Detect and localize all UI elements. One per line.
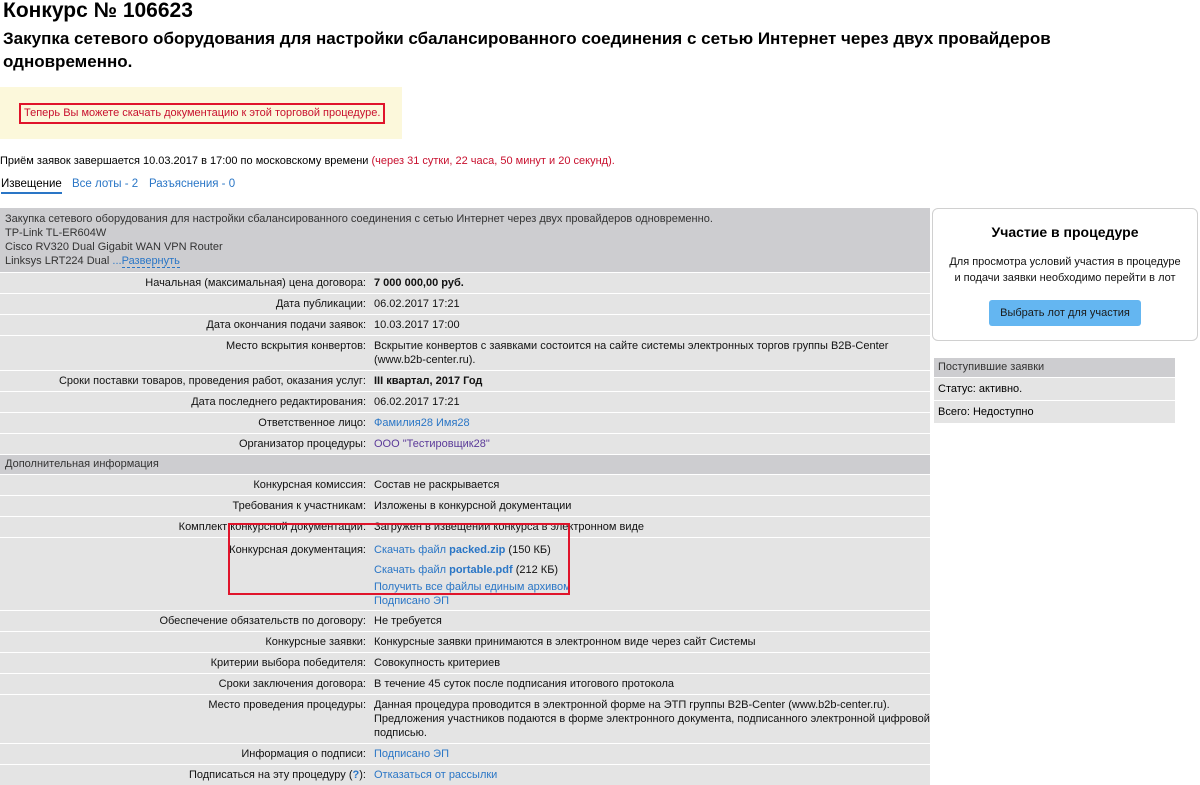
- subscribe-label-start: Подписаться на эту процедуру (: [188, 769, 353, 781]
- description-line: Cisco RV320 Dual Gigabit WAN VPN Router: [5, 241, 223, 253]
- tab-notice[interactable]: Извещение: [1, 178, 62, 194]
- table-row: [0, 673, 930, 694]
- row-label: Информация о подписи:: [241, 748, 366, 760]
- row-label: Конкурсная комиссия:: [253, 479, 366, 491]
- row-label: Начальная (максимальная) цена договора:: [145, 277, 366, 289]
- subscribe-label-end: ):: [359, 769, 366, 781]
- row-label: Место проведения процедуры:: [208, 699, 366, 711]
- notice-text: Теперь Вы можете скачать документацию к этой торговой процедуре.: [19, 103, 385, 124]
- deadline-remaining: (через 31 сутки, 22 часа, 50 минут и 20 секунд): [371, 155, 612, 167]
- row-label: Конкурсная документация:: [229, 544, 366, 556]
- description-line: [5, 254, 925, 268]
- description-line: TP-Link TL-ER604W: [5, 227, 107, 239]
- row-value: Данная процедура проводится в электронной форме на ЭТП группы B2B-Center (www.b2b-center.ru). Предложения участников подаются в форме электронного документа, подписанного электронной цифровой подписью.: [374, 699, 930, 739]
- row-label: Критерии выбора победителя:: [210, 657, 366, 669]
- notice-box: [0, 87, 402, 139]
- download-prefix: Скачать файл: [374, 544, 447, 556]
- deadline-dot: .: [611, 155, 615, 167]
- applications-title: Поступившие заявки: [934, 358, 1175, 377]
- row-value: В течение 45 суток после подписания итогового протокола: [374, 678, 675, 690]
- row-value: Конкурсные заявки принимаются в электронном виде через сайт Системы: [374, 636, 756, 648]
- page-title: Конкурс № 106623: [3, 0, 193, 22]
- applications-total: Всего: Недоступно: [934, 400, 1175, 423]
- row-label: Дата публикации:: [275, 298, 366, 310]
- row-value: 10.03.2017 17:00: [374, 319, 460, 331]
- responsible-person-link[interactable]: Фамилия28 Имя28: [374, 417, 470, 429]
- page-subtitle: Закупка сетевого оборудования для настройки сбалансированного соединения с сетью Интернет через двух провайдеров одновременно.: [3, 29, 1051, 71]
- description-line: Закупка сетевого оборудования для настройки сбалансированного соединения с сетью Интернет через двух провайдеров одновременно.: [5, 213, 713, 225]
- row-label: Конкурсные заявки:: [265, 636, 366, 648]
- row-label: Обеспечение обязательств по договору:: [159, 615, 366, 627]
- deadline-info: [0, 155, 615, 167]
- delivery-terms-value: III квартал, 2017 Год: [374, 375, 483, 387]
- applications-panel: [934, 358, 1175, 423]
- participation-title: Участие в процедуре: [991, 224, 1139, 240]
- row-value: Совокупность критериев: [374, 657, 501, 669]
- file-size: (150 КБ): [508, 544, 551, 556]
- expand-link[interactable]: Развернуть: [121, 255, 180, 267]
- organizer-link[interactable]: ООО "Тестировщик28": [374, 438, 490, 450]
- row-value: Изложены в конкурсной документации: [374, 500, 572, 512]
- row-value: Не требуется: [374, 615, 442, 627]
- row-value: 06.02.2017 17:21: [374, 298, 460, 310]
- table-row: [0, 764, 930, 785]
- file-name: portable.pdf: [449, 564, 513, 576]
- row-value: Состав не раскрывается: [374, 479, 500, 491]
- table-row: [0, 652, 930, 673]
- table-row: [0, 272, 930, 293]
- row-value: Вскрытие конвертов с заявками состоится на сайте системы электронных торгов группы B2B-Center (www.b2b-center.ru).: [374, 340, 889, 366]
- procedure-description: [0, 208, 930, 272]
- row-label: Сроки поставки товаров, проведения работ, оказания услуг:: [58, 375, 366, 387]
- row-label: Комплект конкурсной документации:: [178, 521, 366, 533]
- row-label: Дата последнего редактирования:: [191, 396, 366, 408]
- file-size: (212 КБ): [515, 564, 559, 576]
- file-name: packed.zip: [449, 544, 506, 556]
- applications-status: Статус: активно.: [934, 377, 1175, 400]
- signature-info-link[interactable]: Подписано ЭП: [374, 748, 449, 760]
- documentation-highlight: [228, 523, 570, 595]
- description-last-line: Linksys LRT224 Dual: [5, 255, 110, 267]
- tab-all-lots[interactable]: Все лоты - 2: [72, 178, 139, 190]
- signed-link[interactable]: Подписано ЭП: [374, 595, 449, 607]
- table-row: [0, 314, 930, 335]
- tab-clarifications[interactable]: Разъяснения - 0: [149, 178, 236, 190]
- participation-card: [932, 208, 1198, 341]
- table-row: [0, 293, 930, 314]
- row-value: 06.02.2017 17:21: [374, 396, 460, 408]
- row-label: Дата окончания подачи заявок:: [206, 319, 366, 331]
- unsubscribe-link[interactable]: Отказаться от рассылки: [374, 769, 498, 781]
- table-row: [0, 610, 930, 631]
- subscribe-label: [0, 765, 370, 785]
- row-label: Требования к участникам:: [232, 500, 366, 512]
- row-value: Загружен в извещении конкурса в электронном виде: [374, 521, 645, 533]
- max-price-value: 7 000 000,00 руб.: [374, 277, 464, 289]
- table-row: [0, 495, 930, 516]
- additional-info-header: Дополнительная информация: [0, 454, 930, 474]
- table-row: [0, 433, 930, 454]
- help-link[interactable]: ?: [352, 769, 360, 781]
- participation-text: Для просмотра условий участия в процедуре и подачи заявки необходимо перейти в лот: [949, 256, 1181, 284]
- table-row: [0, 631, 930, 652]
- notice-table: [0, 208, 930, 785]
- table-row: [0, 474, 930, 495]
- download-archive-link[interactable]: Получить все файлы единым архивом: [374, 581, 571, 593]
- description-ellipsis: ...: [112, 255, 122, 267]
- select-lot-button[interactable]: Выбрать лот для участия: [989, 300, 1141, 326]
- table-row: [0, 743, 930, 764]
- download-prefix: Скачать файл: [374, 564, 447, 576]
- table-row: [0, 694, 930, 743]
- deadline-text: Приём заявок завершается 10.03.2017 в 17:00 по московскому времени: [0, 155, 369, 167]
- row-label: Сроки заключения договора:: [218, 678, 366, 690]
- row-label: Организатор процедуры:: [238, 438, 366, 450]
- table-row: [0, 391, 930, 412]
- row-label: Место вскрытия конвертов:: [225, 340, 366, 352]
- table-row: [0, 412, 930, 433]
- table-row: [0, 335, 930, 370]
- row-label: Ответственное лицо:: [258, 417, 366, 429]
- table-row: [0, 370, 930, 391]
